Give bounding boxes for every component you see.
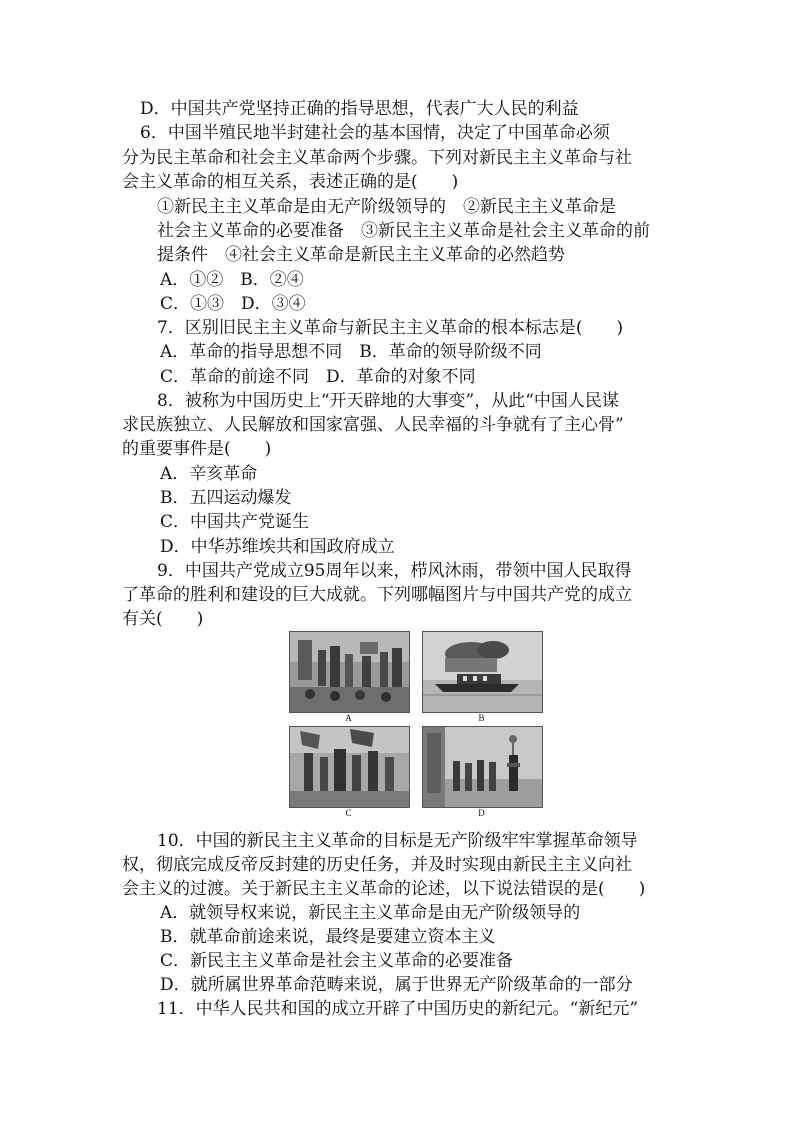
q6-statements-line-3: 提条件 ④社会主义革命是新民主主义革命的必然趋势 [157,245,565,265]
q6-statements-line-2: 社会主义革命的必要准备 ③新民主主义革命是社会主义革命的前 [157,221,650,241]
q10-option-b: B．就革命前途来说，最终是要建立资本主义 [160,927,496,947]
q9-stem-line-3: 有关( ) [122,609,204,629]
q6-statements-line-1: ①新民主主义革命是由无产阶级领导的 ②新民主主义革命是 [157,197,616,217]
q7-options-ab: A．革命的指导思想不同 B．革命的领导阶级不同 [160,342,542,362]
picture-d [422,726,543,808]
q10-stem-line-1: 10．中国的新民主主义革命的目标是无产阶级牢牢掌握革命领导 [157,831,638,851]
q6-stem-line-3: 会主义革命的相互关系，表述正确的是( ) [122,172,459,192]
q5-option-d: D．中国共产党坚持正确的指导思想，代表广大人民的利益 [140,99,579,119]
q6-stem-line-1: 6．中国半殖民地半封建社会的基本国情，决定了中国革命必须 [140,123,610,143]
q10-option-a: A．就领导权来说，新民主主义革命是由无产阶级领导的 [160,903,581,923]
q7-options-cd: C．革命的前途不同 D．革命的对象不同 [160,367,476,387]
q10-option-d: D．就所属世界革命范畴来说，属于世界无产阶级革命的一部分 [160,975,633,995]
picture-c [289,726,410,808]
q8-option-b: B．五四运动爆发 [160,488,292,508]
q6-stem-line-2: 分为民主革命和社会主义革命两个步骤。下列对新民主主义革命与社 [122,148,632,168]
q8-stem-line-2: 求民族独立、人民解放和国家富强、人民幸福的斗争就有了主心骨” [122,415,624,435]
picture-b [422,631,543,713]
q10-stem-line-3: 会主义的过渡。关于新民主主义革命的论述，以下说法错误的是( ) [122,879,646,899]
q8-option-d: D．中华苏维埃共和国政府成立 [160,537,395,557]
picture-b-caption: B [478,713,485,723]
picture-c-caption: C [345,808,352,818]
q8-stem-line-3: 的重要事件是( ) [122,439,272,459]
q9-stem-line-2: 了革命的胜利和建设的巨大成就。下列哪幅图片与中国共产党的成立 [122,585,632,605]
q7-stem: 7．区别旧民主主义革命与新民主主义革命的根本标志是( ) [157,318,624,338]
picture-a [289,631,410,713]
q6-options-ab: A．①② B．②④ [160,270,304,290]
q10-stem-line-2: 权，彻底完成反帝反封建的历史任务，并及时实现由新民主主义向社 [122,855,632,875]
q6-options-cd: C．①③ D．③④ [160,294,306,314]
picture-d-caption: D [478,808,485,818]
picture-a-caption: A [345,713,352,723]
q8-stem-line-1: 8．被称为中国历史上“开天辟地的大事变”，从此“中国人民谋 [157,391,619,411]
q9-stem-line-1: 9．中国共产党成立95周年以来，栉风沐雨，带领中国人民取得 [157,561,632,581]
q11-stem-line-1: 11．中华人民共和国的成立开辟了中国历史的新纪元。“新纪元” [157,999,639,1019]
q8-option-c: C．中国共产党诞生 [160,512,310,532]
q8-option-a: A．辛亥革命 [160,464,258,484]
q10-option-c: C．新民主主义革命是社会主义革命的必要准备 [160,951,514,971]
